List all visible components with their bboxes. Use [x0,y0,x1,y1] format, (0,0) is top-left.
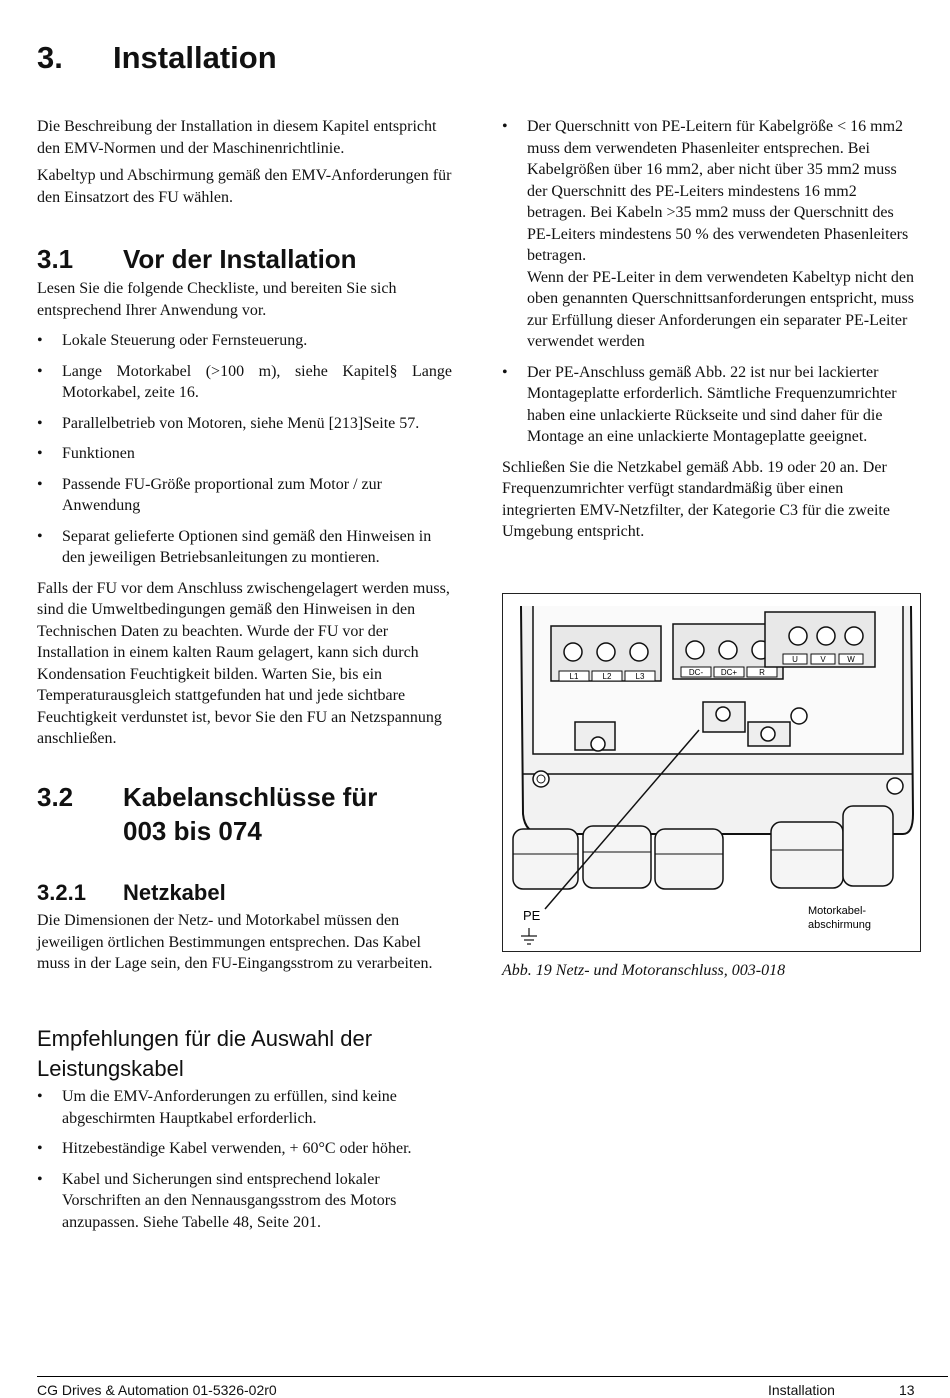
chapter-number: 3. [37,40,63,75]
section-3-2-1-title: Netzkabel [123,880,226,905]
shield-label-line-1: Motorkabel- [808,905,867,917]
list-item: • Lokale Steuerung oder Fernsteuerung. [37,332,308,349]
list-item: • Separat gelieferte Optionen sind gemäß den Hinweisen in den jeweiligen Betriebsanleitungen zu montieren. [37,527,432,566]
recommendations-heading: Empfehlungen für die Auswahl der Leistungskabel [37,1026,373,1081]
list-item: • Kabel und Sicherungen sind entsprechend lokaler Vorschriften an den Nennausgangsstrom des Motors anzupassen. Siehe Tabelle 48, Seite 201. [37,1170,397,1231]
section-3-2-title-line-2: 003 bis 074 [123,816,262,846]
section-3-2-1 [37,879,452,975]
chapter-title-text: Installation [113,40,277,75]
terminal-label: DC- [688,668,704,677]
section-3-1-title: Vor der Installation [123,244,357,274]
footer-divider [37,1376,948,1377]
terminal-label: W [847,655,855,664]
section-3-2-title-line-1: Kabelanschlüsse für [123,782,378,812]
section-3-1-intro: Lesen Sie die folgende Checkliste, und bereiten Sie sich entsprechend Ihrer Anwendung vor. [37,280,397,319]
list-item: • Hitzebeständige Kabel verwenden, + 60°C oder höher. [37,1140,412,1157]
section-3-1 [37,242,452,750]
pe-requirements-list [502,116,917,448]
terminal-label: R [759,668,765,677]
terminal-label: U [792,655,798,664]
terminal-label: L2 [602,672,612,681]
section-3-2-1-heading [37,879,452,907]
chapter-title [37,40,277,76]
shield-label-line-2: abschirmung [808,919,871,931]
footer-publisher: CG Drives & Automation 01-5326-02r0 [37,1382,277,1398]
page-number: 13 [899,1382,915,1398]
figure-caption: Abb. 19 Netz- und Motoranschluss, 003-018 [502,962,786,979]
left-column [37,116,452,208]
section-3-2-heading [37,780,452,848]
list-item: • Um die EMV-Anforderungen zu erfüllen, sind keine abgeschirmten Hauptkabel erforderlich. [37,1088,397,1127]
footer-section: Installation [768,1382,835,1398]
storage-paragraph: Falls der FU vor dem Anschluss zwischengelagert werden muss, sind die Umweltbedingungen gemäß den Hinweisen in den Technischen Daten zu beachten. Wurde der FU vor der Installation in einem kalten Raum gelagert, kann sich durch Kondensation Feuchtigkeit bilden. Warten Sie, bis ein Temperaturausgleich stattgefunden hat und jede sichtbare Feuchtigkeit verdunstet ist, bevor Sie den FU an Netzspannung anschließen. [37,579,450,747]
right-column [502,116,917,543]
list-item: • Der Querschnitt von PE-Leitern für Kabelgröße < 16 mm2 muss dem verwendeten Phasenleiter entsprechen. Bei Kabelgrößen über 16 mm2, aber nicht über 35 mm2 muss der Querschnitt des PE-Leiters mindestens 16 mm2 betragen. Bei Kabeln >35 mm2 muss der Querschnitt des PE-Leiters mindestens 50 % des verwendeten Phasenleiters betragen. Wenn der PE-Leiter in dem verwendeten Kabeltyp nicht den oben genannten Querschnittsanforderungen entspricht, muss zur Erfüllung dieser Anforderungen ein separater PE-Leiter verwendet werden [502,118,915,350]
terminal-label: L3 [635,672,645,681]
connection-figure [502,593,921,952]
list-item: • Funktionen [37,445,135,462]
intro-paragraph-1: Die Beschreibung der Installation in diesem Kapitel entspricht den EMV-Normen und der Maschinenrichtlinie. [37,118,437,157]
section-3-1-heading [37,242,452,276]
recommendations-list [37,1086,452,1233]
section-3-2-1-paragraph: Die Dimensionen der Netz- und Motorkabel müssen den jeweiligen örtlichen Bestimmungen entsprechen. Das Kabel muss in der Lage sein, den FU-Eingangsstrom zu verarbeiten. [37,912,433,972]
terminal-label: L1 [569,672,579,681]
section-3-2-1-number: 3.2.1 [37,880,86,905]
list-item: • Passende FU-Größe proportional zum Motor / zur Anwendung [37,475,382,514]
section-3-2-number: 3.2 [37,782,74,812]
list-item: • Lange Motorkabel (>100 m), siehe Kapitel§ Lange Motorkabel, zeite 16. [37,362,452,401]
recommendations [37,1024,452,1233]
list-item: • Parallelbetrieb von Motoren, siehe Menü [213]Seite 57. [37,414,420,432]
pe-label: PE [523,908,541,923]
terminal-illustration [503,594,920,951]
list-item: • Der PE-Anschluss gemäß Abb. 22 ist nur bei lackierter Montageplatte erforderlich. Sämtliche Frequenzumrichter haben eine unlackierte Rückseite und sind daher für die Montage an eine unlackierte Montageplatte geeignet. [502,363,897,445]
terminal-label: V [820,655,826,664]
checklist [37,330,452,569]
section-3-1-number: 3.1 [37,244,74,274]
intro-paragraph-2: Kabeltyp und Abschirmung gemäß den EMV-Anforderungen für den Einsatzort des FU wählen. [37,167,452,206]
terminal-label: DC+ [720,668,738,677]
section-3-2 [37,780,452,848]
mains-connection-paragraph: Schließen Sie die Netzkabel gemäß Abb. 19 oder 20 an. Der Frequenzumrichter verfügt standardmäßig über einen integrierten EMV-Netzfilter, der Kategorie C3 für die zweite Umgebung entspricht. [502,458,890,540]
